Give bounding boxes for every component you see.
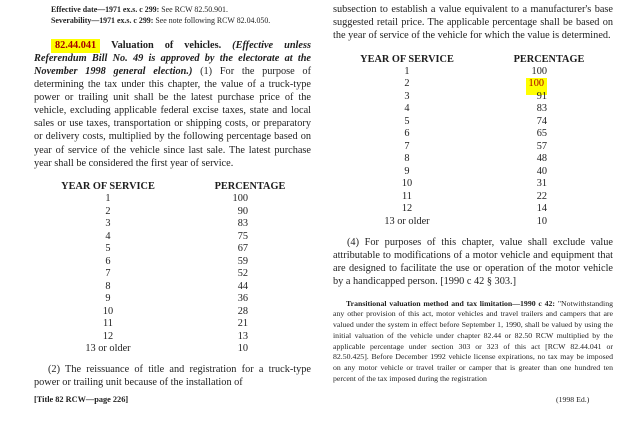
table-row	[333, 116, 613, 129]
table-row	[34, 331, 311, 344]
table-cell	[481, 203, 603, 216]
table-row	[333, 103, 613, 116]
table-cell	[333, 128, 481, 141]
table-cell	[182, 256, 304, 269]
section-effective-note: (Effective unless Referendum Bill No. 49 is approved by the electorate at the November 1998 general election.)	[34, 39, 311, 77]
paragraph-4: (4) For purposes of this chapter, value shall exclude value attributable to modifications of a motor vehicle and equipment that are designed to facilitate the use or operation of the motor vehicle by a handicapped person. [1990 c 42 § 303.]	[333, 237, 613, 288]
transitional-note	[333, 299, 613, 385]
table-cell	[34, 318, 182, 331]
table-cell	[333, 116, 481, 129]
table-row	[34, 218, 311, 231]
table-row	[34, 343, 311, 356]
table-cell	[182, 293, 304, 306]
table-cell-value: 75	[237, 230, 248, 242]
table-cell	[34, 206, 182, 219]
left-column	[34, 0, 311, 399]
table-cell	[182, 281, 304, 294]
table-cell	[333, 91, 481, 104]
table-cell	[34, 218, 182, 231]
table-cell	[481, 78, 603, 91]
page-footer-title: [Title 82 RCW—page 226]	[34, 395, 129, 404]
table-row	[333, 91, 613, 104]
table-cell-value: 9	[404, 165, 410, 177]
note-label: Severability—1971 ex.s. c 299:	[51, 16, 154, 26]
table-cell-value: 2	[404, 78, 410, 90]
table-cell-value: 31	[536, 178, 547, 190]
table-cell-value: 83	[237, 218, 248, 230]
right-column	[333, 0, 613, 392]
table-cell	[481, 103, 603, 116]
section-paragraph	[34, 39, 311, 170]
table-cell-value: 2	[105, 205, 111, 217]
table-cell	[34, 331, 182, 344]
table-cell-value: 28	[237, 305, 248, 317]
paragraph-2: (2) The reissuance of title and registration for a truck-type power or trailing unit because of the installation of	[34, 363, 311, 388]
table-cell	[182, 206, 304, 219]
note-label: Effective date—1971 ex.s. c 299:	[51, 5, 160, 14]
table-header-year: YEAR OF SERVICE	[360, 53, 454, 65]
table-cell	[333, 203, 481, 216]
table-header-row	[333, 53, 613, 66]
table-row	[34, 318, 311, 331]
table-cell	[34, 256, 182, 269]
table-row	[34, 268, 311, 281]
table-cell-value: 3	[404, 90, 410, 102]
table-cell-value: 10	[102, 305, 114, 317]
table-cell-value: 100	[531, 65, 547, 77]
table-cell-value: 4	[404, 103, 410, 115]
table-cell-value: 10	[536, 215, 547, 227]
table-row	[34, 206, 311, 219]
table-cell	[182, 243, 304, 256]
table-cell-value: 83	[536, 103, 547, 115]
table-cell-value: 57	[536, 140, 547, 152]
table-cell	[333, 66, 481, 79]
table-cell-value: 22	[536, 190, 547, 202]
table-cell-value: 21	[237, 318, 248, 330]
table-row	[333, 203, 613, 216]
table-cell	[182, 218, 304, 231]
table-cell-value: 6	[105, 255, 111, 267]
table-cell-value: 48	[536, 153, 547, 165]
table-cell-value: 1	[105, 193, 111, 205]
table-row	[333, 141, 613, 154]
table-cell	[182, 306, 304, 319]
table-cell	[481, 166, 603, 179]
table-row	[333, 166, 613, 179]
table-cell-value: 14	[536, 203, 547, 215]
table-body	[333, 66, 613, 229]
table-cell	[481, 178, 603, 191]
table-row	[333, 178, 613, 191]
table-cell-value: 44	[237, 280, 248, 292]
table-row	[34, 281, 311, 294]
table-cell-value: 10	[237, 343, 248, 355]
table-cell-value: 36	[237, 293, 248, 305]
section-number-highlighted: 82.44.041	[51, 39, 100, 53]
table-body	[34, 193, 311, 356]
table-header-percentage: PERCENTAGE	[214, 181, 286, 193]
table-cell	[333, 153, 481, 166]
table-cell-value: 9	[105, 293, 111, 305]
table-cell	[182, 331, 304, 344]
history-notes	[51, 4, 311, 27]
table-cell	[34, 343, 182, 356]
table-cell-value: 59	[237, 255, 248, 267]
table-cell	[333, 141, 481, 154]
table-cell-value: 40	[536, 165, 547, 177]
table-row	[34, 256, 311, 269]
table-cell-value: 100	[232, 193, 248, 205]
table-cell-value: 8	[404, 153, 410, 165]
table-cell	[333, 191, 481, 204]
table-cell	[481, 66, 603, 79]
table-cell	[481, 191, 603, 204]
table-cell	[481, 141, 603, 154]
table-cell	[182, 268, 304, 281]
table-cell-value: 12	[401, 203, 413, 215]
table-cell	[333, 103, 481, 116]
table-header-row	[34, 180, 311, 193]
table-row	[333, 78, 613, 91]
table-cell	[333, 166, 481, 179]
section-title: Valuation of vehicles.	[111, 39, 222, 51]
table-cell-value: 74	[536, 115, 547, 127]
table-cell-value: 7	[404, 140, 410, 152]
table-cell	[481, 153, 603, 166]
table-cell	[182, 231, 304, 244]
table-header-percentage: PERCENTAGE	[513, 53, 585, 65]
table-row	[333, 191, 613, 204]
note-text: See note following RCW 82.04.050.	[155, 16, 271, 26]
table-cell-value-highlighted: 100	[526, 78, 547, 95]
table-row	[333, 66, 613, 79]
note-line	[51, 15, 311, 26]
table-cell-value: 67	[237, 243, 248, 255]
table-cell-value: 52	[237, 268, 248, 280]
section-body: (1) For the purpose of determining the tax under this chapter, the value of a truck-type power or trailing unit shall be the latest purchase price of the vehicle, excluding applicable federal excise taxes, state and local sales or use taxes, transportation or shipping costs, or preparatory or delivery costs, multiplied by the following percentage based on year of service of the vehicle since last sale. The latest purchase year shall be considered the first year of service.	[34, 66, 312, 169]
table-row	[333, 128, 613, 141]
table-cell	[481, 91, 603, 104]
table-cell-value: 90	[237, 205, 248, 217]
note-line	[51, 4, 311, 15]
table-cell	[182, 318, 304, 331]
transitional-note-label: Transitional valuation method and tax limitation—1990 c 42:	[346, 298, 556, 308]
table-cell-value: 1	[404, 65, 410, 77]
table-row	[34, 306, 311, 319]
note-text: See RCW 82.50.901.	[161, 5, 228, 14]
valuation-table-truck	[34, 180, 311, 356]
table-cell	[34, 243, 182, 256]
table-header-year: YEAR OF SERVICE	[61, 181, 155, 193]
table-cell-value: 5	[105, 243, 111, 255]
table-cell	[34, 231, 182, 244]
table-cell-value: 8	[105, 280, 111, 292]
table-cell-value: 13 or older	[85, 343, 131, 355]
valuation-table-motor-vehicle	[333, 53, 613, 229]
table-cell	[34, 293, 182, 306]
table-cell	[481, 128, 603, 141]
table-cell	[333, 78, 481, 91]
table-cell	[333, 216, 481, 229]
table-cell	[34, 268, 182, 281]
table-cell-value: 5	[404, 115, 410, 127]
table-cell-value: 11	[402, 190, 412, 202]
transitional-note-text: "Notwithstanding any other provision of this act, motor vehicles and travel trailers and campers that are valued under the system in effect before September 1, 1990, shall be valued by using the initial valuation of the vehicle under chapter 82.44 or 82.50 RCW multiplied by the applicable percentage under section 303 or 323 of this act [RCW 82.44.041 or 82.50.425]. Before December 1992 vehicle license expirations, no tax may be imposed on any motor vehicle or travel trailer or camper that is greater than one hundred ten percent of the tax imposed during the registration	[333, 298, 613, 383]
table-row	[333, 216, 613, 229]
table-row	[34, 293, 311, 306]
table-cell	[34, 193, 182, 206]
table-cell-value: 13 or older	[384, 215, 430, 227]
table-row	[333, 153, 613, 166]
table-row	[34, 243, 311, 256]
page-footer-edition: (1998 Ed.)	[556, 395, 590, 404]
table-cell-value: 10	[401, 178, 413, 190]
table-cell-value: 11	[103, 318, 113, 330]
table-cell-value: 12	[102, 330, 114, 342]
table-row	[34, 193, 311, 206]
continuation-paragraph: subsection to establish a value equivalent to a manufacturer's base suggested retail price. The applicable percentage shall be based on the year of service of the vehicle for which the value is determined.	[333, 4, 613, 42]
table-cell-value: 7	[105, 268, 111, 280]
table-cell-value: 91	[536, 90, 547, 102]
table-cell-value: 4	[105, 230, 111, 242]
table-cell	[182, 343, 304, 356]
table-cell-value: 3	[105, 218, 111, 230]
table-cell-value: 6	[404, 128, 410, 140]
table-cell	[333, 178, 481, 191]
table-cell	[34, 281, 182, 294]
table-cell	[34, 306, 182, 319]
table-cell-value: 65	[536, 128, 547, 140]
table-row	[34, 231, 311, 244]
table-cell	[481, 216, 603, 229]
table-cell-value: 13	[237, 330, 248, 342]
table-cell	[481, 116, 603, 129]
table-cell	[182, 193, 304, 206]
